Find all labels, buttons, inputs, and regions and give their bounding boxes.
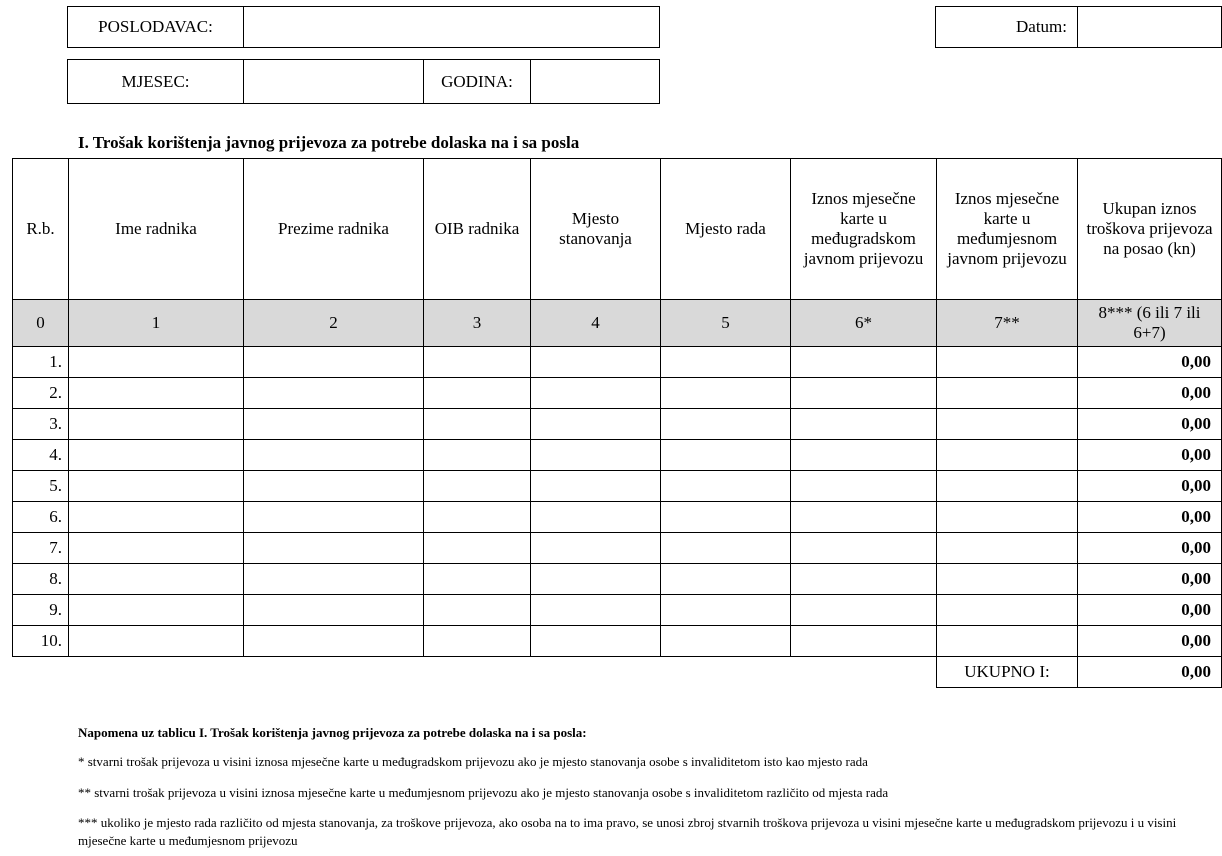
table-cell[interactable] [531, 378, 661, 409]
table-cell[interactable] [661, 347, 791, 378]
row-total: 0,00 [1078, 595, 1222, 626]
header-row [13, 159, 1222, 300]
date-box [935, 6, 1222, 48]
note-2: ** stvarni trošak prijevoza u visini iznosa mjesečne karte u međumjesnom prijevozu ako je mjesto stanovanja osobe s invaliditetom različito od mjesta rada [78, 785, 889, 800]
table-cell[interactable] [531, 564, 661, 595]
note-3: *** ukoliko je mjesto rada različito od mjesta stanovanja, za troškove prijevoza, ako osoba na to ima pravo, se unosi zbroj stvarnih troškova prijevoza u visini mjesečne karte u međugradskom prijevozu i u visini mjesečne karte u međumjesnom prijevozu [78, 815, 1177, 848]
table-cell[interactable] [937, 347, 1078, 378]
year-label: GODINA: [424, 60, 531, 103]
column-number: 5 [661, 300, 791, 347]
table-cell[interactable] [531, 595, 661, 626]
table-cell[interactable] [69, 595, 244, 626]
table-cell[interactable] [244, 347, 424, 378]
row-number: 1. [13, 347, 69, 378]
table-cell[interactable] [531, 440, 661, 471]
row-number: 4. [13, 440, 69, 471]
table-cell[interactable] [244, 595, 424, 626]
table-cell[interactable] [531, 502, 661, 533]
table-cell[interactable] [937, 533, 1078, 564]
table-cell[interactable] [937, 595, 1078, 626]
table-cell[interactable] [937, 502, 1078, 533]
table-cell[interactable] [69, 378, 244, 409]
column-header: R.b. [13, 159, 69, 300]
column-number: 8*** (6 ili 7 ili 6+7) [1078, 300, 1222, 347]
row-number: 9. [13, 595, 69, 626]
table-cell[interactable] [424, 471, 531, 502]
column-number: 1 [69, 300, 244, 347]
table-cell[interactable] [531, 347, 661, 378]
table-cell[interactable] [424, 626, 531, 657]
table-row [13, 440, 1222, 471]
table-cell[interactable] [937, 471, 1078, 502]
table-cell[interactable] [244, 471, 424, 502]
table-cell[interactable] [791, 409, 937, 440]
row-number: 5. [13, 471, 69, 502]
table-row [13, 564, 1222, 595]
column-header: OIB radnika [424, 159, 531, 300]
table-cell[interactable] [937, 626, 1078, 657]
sum-value: 0,00 [1078, 657, 1222, 688]
row-total: 0,00 [1078, 409, 1222, 440]
sum-row [13, 657, 1222, 688]
table-cell[interactable] [69, 471, 244, 502]
table-cell[interactable] [661, 533, 791, 564]
table-cell[interactable] [661, 626, 791, 657]
table-cell[interactable] [424, 347, 531, 378]
table-cell[interactable] [69, 564, 244, 595]
table-cell[interactable] [244, 564, 424, 595]
employer-label: POSLODAVAC: [68, 7, 244, 47]
year-field[interactable] [531, 60, 659, 103]
sum-spacer [13, 657, 937, 688]
row-total: 0,00 [1078, 347, 1222, 378]
column-number: 3 [424, 300, 531, 347]
table-cell[interactable] [791, 502, 937, 533]
column-header: Iznos mjesečne karte u međumjesnom javnom prijevozu [937, 159, 1078, 300]
table-cell[interactable] [531, 471, 661, 502]
table-row [13, 471, 1222, 502]
table-cell[interactable] [424, 564, 531, 595]
table-cell[interactable] [937, 409, 1078, 440]
table-cell[interactable] [69, 533, 244, 564]
note-1: * stvarni trošak prijevoza u visini iznosa mjesečne karte u međugradskom prijevozu ako je mjesto stanovanja osobe s invaliditetom isto kao mjesto rada [78, 754, 868, 769]
table-cell[interactable] [937, 378, 1078, 409]
table-cell[interactable] [791, 378, 937, 409]
table-cell[interactable] [244, 626, 424, 657]
table-cell[interactable] [791, 564, 937, 595]
table-cell[interactable] [531, 409, 661, 440]
table-cell[interactable] [69, 409, 244, 440]
table-cell[interactable] [661, 595, 791, 626]
row-total: 0,00 [1078, 440, 1222, 471]
row-total: 0,00 [1078, 471, 1222, 502]
table-cell[interactable] [661, 409, 791, 440]
table-row [13, 595, 1222, 626]
period-box [67, 59, 660, 104]
column-number: 0 [13, 300, 69, 347]
column-number: 2 [244, 300, 424, 347]
sum-label: UKUPNO I: [937, 657, 1078, 688]
table-cell[interactable] [424, 533, 531, 564]
row-number: 2. [13, 378, 69, 409]
table-cell[interactable] [661, 378, 791, 409]
column-header: Ukupan iznos troškova prijevoza na posao (kn) [1078, 159, 1222, 300]
date-field[interactable] [1078, 7, 1221, 47]
column-header: Mjesto stanovanja [531, 159, 661, 300]
table-cell[interactable] [661, 471, 791, 502]
month-label: MJESEC: [68, 60, 244, 103]
transport-cost-table [12, 158, 1222, 688]
table-row [13, 533, 1222, 564]
table-cell[interactable] [69, 347, 244, 378]
table-cell[interactable] [531, 626, 661, 657]
table-cell[interactable] [791, 626, 937, 657]
table-cell[interactable] [424, 595, 531, 626]
row-total: 0,00 [1078, 502, 1222, 533]
table-row [13, 347, 1222, 378]
column-number: 6* [791, 300, 937, 347]
employer-field[interactable] [244, 7, 659, 47]
table-cell[interactable] [244, 440, 424, 471]
column-header: Mjesto rada [661, 159, 791, 300]
table-cell[interactable] [424, 378, 531, 409]
table-cell[interactable] [791, 471, 937, 502]
table-cell[interactable] [424, 502, 531, 533]
column-number: 7** [937, 300, 1078, 347]
table-cell[interactable] [937, 440, 1078, 471]
row-total: 0,00 [1078, 533, 1222, 564]
table-row [13, 409, 1222, 440]
employer-box [67, 6, 660, 48]
table-cell[interactable] [791, 595, 937, 626]
table-cell[interactable] [791, 440, 937, 471]
table-row [13, 378, 1222, 409]
table-cell[interactable] [791, 347, 937, 378]
table-cell[interactable] [69, 440, 244, 471]
column-number: 4 [531, 300, 661, 347]
column-number-row [13, 300, 1222, 347]
row-number: 8. [13, 564, 69, 595]
table-row [13, 626, 1222, 657]
month-field[interactable] [244, 60, 424, 103]
row-number: 3. [13, 409, 69, 440]
table-cell[interactable] [424, 440, 531, 471]
table-cell[interactable] [69, 626, 244, 657]
row-total: 0,00 [1078, 626, 1222, 657]
table-cell[interactable] [661, 502, 791, 533]
table-row [13, 502, 1222, 533]
notes-title: Napomena uz tablicu I. Trošak korištenja javnog prijevoza za potrebe dolaska na i sa posla: [78, 725, 587, 740]
table-cell[interactable] [244, 533, 424, 564]
table-cell[interactable] [244, 409, 424, 440]
column-header: Iznos mjesečne karte u međugradskom javnom prijevozu [791, 159, 937, 300]
row-number: 7. [13, 533, 69, 564]
row-number: 6. [13, 502, 69, 533]
table-cell[interactable] [661, 440, 791, 471]
column-header: Prezime radnika [244, 159, 424, 300]
table-cell[interactable] [69, 502, 244, 533]
table-cell[interactable] [244, 378, 424, 409]
row-number: 10. [13, 626, 69, 657]
table-cell[interactable] [531, 533, 661, 564]
row-total: 0,00 [1078, 378, 1222, 409]
table-cell[interactable] [937, 564, 1078, 595]
section-title: I. Trošak korištenja javnog prijevoza za potrebe dolaska na i sa posla [78, 133, 580, 152]
table-cell[interactable] [424, 409, 531, 440]
table-cell[interactable] [791, 533, 937, 564]
table-cell[interactable] [661, 564, 791, 595]
column-header: Ime radnika [69, 159, 244, 300]
date-label: Datum: [936, 7, 1078, 47]
row-total: 0,00 [1078, 564, 1222, 595]
table-cell[interactable] [244, 502, 424, 533]
